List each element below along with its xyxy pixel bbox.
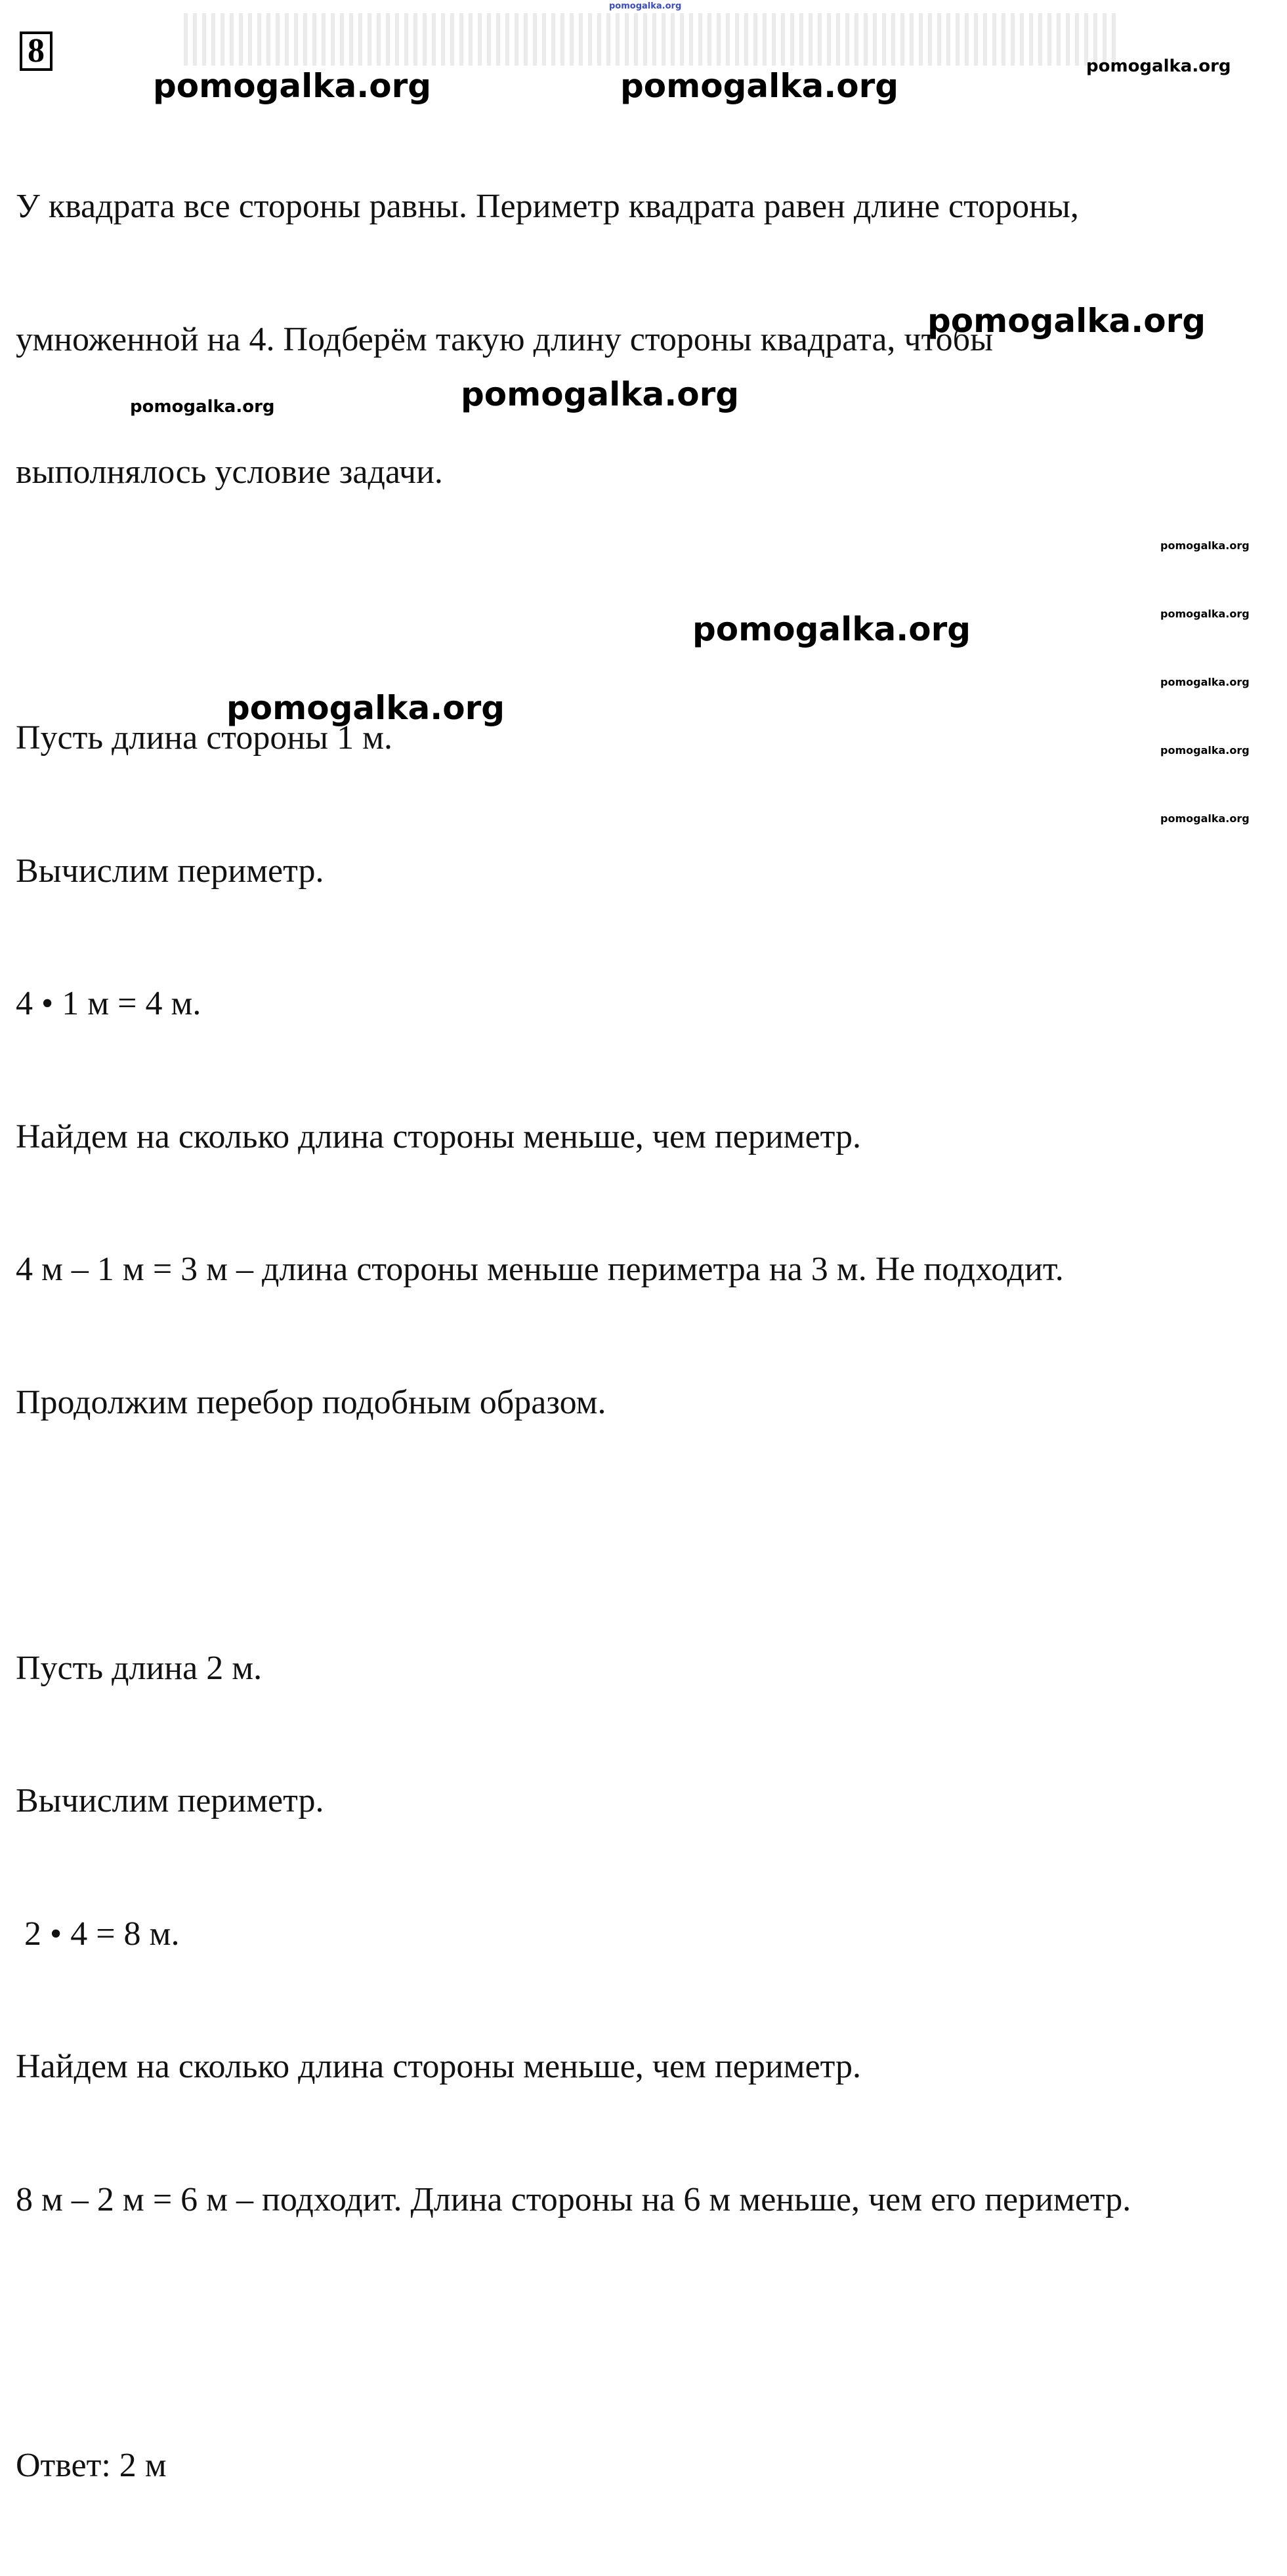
faint-background-text: [184, 13, 1116, 66]
text-line: 2 • 4 = 8 м.: [16, 1915, 180, 1953]
text-line: 4 • 1 м = 4 м.: [16, 985, 201, 1022]
watermark: pomogalka.org: [620, 67, 899, 105]
text-line: Вычислим периметр.: [16, 852, 324, 890]
spacer: [16, 1513, 1131, 1558]
text-line: Найдем на сколько длина стороны меньше, чем периметр.: [16, 1117, 862, 1155]
text-line: выполнялось условие задачи.: [16, 453, 443, 491]
text-line: Продолжим перебор подобным образом.: [16, 1383, 606, 1421]
watermark: pomogalka.org: [1160, 676, 1250, 688]
text-line: Найдем на сколько длина стороны меньше, чем периметр.: [16, 2048, 862, 2085]
watermark: pomogalka.org: [153, 67, 432, 105]
text-line: 4 м – 1 м = 3 м – длина стороны меньше периметра на 3 м. Не подходит.: [16, 1251, 1064, 1288]
text-line: Вычислим периметр.: [16, 1782, 324, 1819]
watermark: pomogalka.org: [609, 1, 682, 11]
text-line: У квадрата все стороны равны. Периметр квадрата равен длине стороны,: [16, 188, 1079, 225]
watermark: pomogalka.org: [1160, 539, 1250, 552]
text-line: Пусть длина стороны 1 м.: [16, 719, 393, 757]
watermark: pomogalka.org: [226, 689, 505, 727]
spacer: [16, 2310, 1131, 2355]
watermark: pomogalka.org: [130, 397, 275, 417]
watermark: pomogalka.org: [1160, 812, 1250, 825]
text-line: 8 м – 2 м = 6 м – подходит. Длина стороны на 6 м меньше, чем его периметр.: [16, 2180, 1131, 2218]
watermark: pomogalka.org: [1086, 56, 1231, 76]
watermark: pomogalka.org: [927, 302, 1206, 340]
answer-line: Ответ: 2 м: [16, 2446, 167, 2484]
text-line: умноженной на 4. Подберём такую длину стороны квадрата, чтобы: [16, 320, 994, 358]
watermark: pomogalka.org: [1160, 744, 1250, 757]
watermark: pomogalka.org: [692, 610, 971, 648]
task-number-box: 8: [20, 31, 53, 71]
text-line: Пусть длина 2 м.: [16, 1649, 263, 1687]
solution-text: [16, 96, 1131, 2576]
watermark: pomogalka.org: [461, 375, 740, 413]
watermark: pomogalka.org: [1160, 608, 1250, 620]
